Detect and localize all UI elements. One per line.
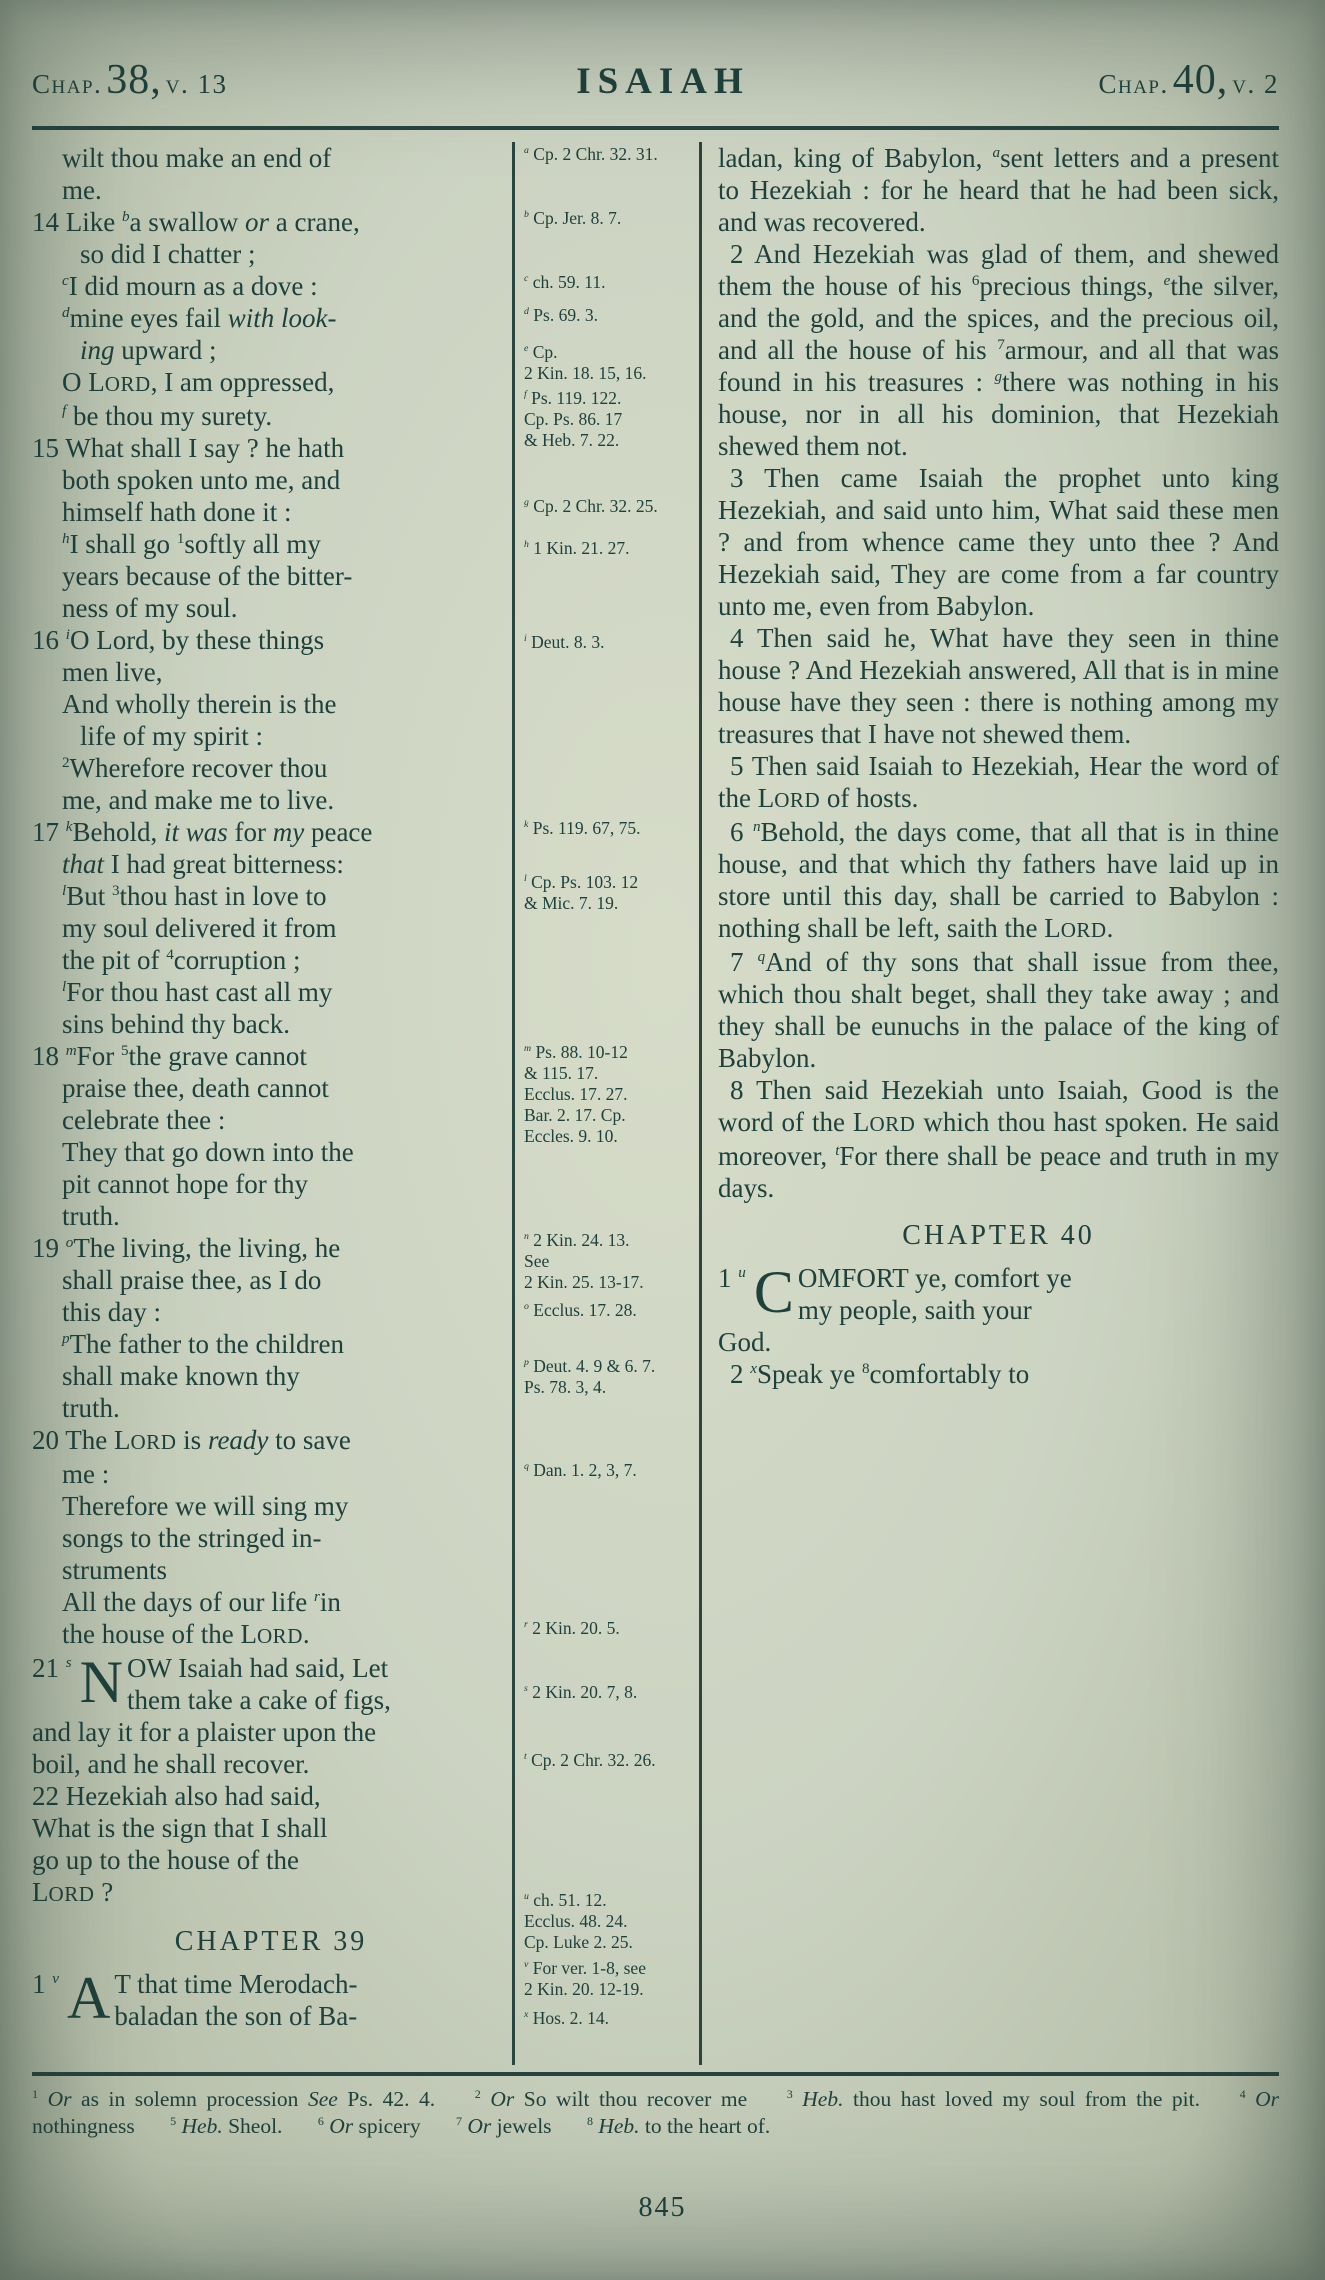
header-right-verse: v. 2 xyxy=(1232,69,1279,99)
verse-line: 19 $^o$The living, the living, he xyxy=(32,1233,341,1263)
cross-reference: $^a$ Cp. 2 Chr. 32. 31. xyxy=(524,144,658,164)
verse-line: praise thee, death cannot xyxy=(62,1073,329,1103)
chapter-heading: CHAPTER 39 xyxy=(174,1926,368,1957)
verse-line: $^l$For thou hast cast all my xyxy=(62,977,333,1007)
dropcap-letter: C xyxy=(753,1259,794,1325)
verse-line: celebrate thee : xyxy=(62,1105,226,1135)
verse-line: ness of my soul. xyxy=(62,593,238,623)
cross-reference: $^s$ 2 Kin. 20. 7, 8. xyxy=(524,1682,638,1702)
cross-reference: $^b$ Cp. Jer. 8. 7. xyxy=(524,208,622,228)
cross-reference: $^c$ ch. 59. 11. xyxy=(524,272,606,292)
cross-reference: $^r$ 2 Kin. 20. 5. xyxy=(524,1618,620,1638)
verse-line: struments xyxy=(62,1555,167,1585)
verse-line: 15 What shall I say ? he hath xyxy=(32,433,345,463)
verse-line: boil, and he shall recover. xyxy=(32,1749,310,1779)
verse-line: shall make known thy xyxy=(62,1361,300,1391)
right-text-column xyxy=(704,142,1279,2065)
verse-line: me : xyxy=(62,1459,110,1489)
verse-line: men live, xyxy=(62,657,163,687)
verse-line: $^l$But $^3$thou hast in love to xyxy=(62,881,327,911)
verse-line: LORD ? xyxy=(32,1877,114,1907)
verse-line: 20 The LORD is ready to save xyxy=(32,1425,351,1455)
verse-paragraph: 6 $^n$Behold, the days come, that all that is in thine house, and that which thy fathers have laid up in store until this day, shall be carried to Babylon : nothing shall be left, saith the LORD. xyxy=(718,817,1279,943)
verse-line: my people, saith your xyxy=(797,1295,1032,1325)
dropcap-letter: A xyxy=(66,1965,111,2031)
verse-line: And wholly therein is the xyxy=(62,689,337,719)
header-left-verse: v. 13 xyxy=(165,69,228,99)
footnote: $^3$ Heb. thou hast loved my soul from the pit. xyxy=(786,2086,1200,2111)
verse-line: ing upward ; xyxy=(80,335,217,365)
header-left-number: 38, xyxy=(106,57,162,103)
header-chapter-left xyxy=(32,56,228,104)
footnote: $^4$ Or nothingness xyxy=(32,2086,1280,2138)
cross-reference: $^u$ ch. 51. 12. Ecclus. 48. 24. Cp. Luke 2. 25. xyxy=(524,1890,633,1952)
verse-line: 17 $^k$Behold, it was for my peace xyxy=(32,817,373,847)
cross-reference: $^p$ Deut. 4. 9 & 6. 7. Ps. 78. 3, 4. xyxy=(524,1356,656,1397)
page-header xyxy=(32,56,1279,104)
chapter-heading: CHAPTER 40 xyxy=(902,1220,1095,1251)
verse-paragraph: 5 Then said Isaiah to Hezekiah, Hear the word of the LORD of hosts. xyxy=(718,751,1279,813)
verse-line: himself hath done it : xyxy=(62,497,292,527)
verse-line: God. xyxy=(718,1327,772,1357)
verse-line: me. xyxy=(62,175,102,205)
verse-number: 21 $^s$ xyxy=(32,1653,72,1683)
footnote: $^1$ Or as in solemn procession See Ps. 42. 4. xyxy=(32,2086,436,2111)
cross-reference: $^e$ Cp. 2 Kin. 18. 15, 16. xyxy=(524,342,647,383)
verse-line: shall praise thee, as I do xyxy=(62,1265,322,1295)
verse-line: that I had great bitterness: xyxy=(62,849,344,879)
verse-line: $^h$I shall go $^1$softly all my xyxy=(62,529,321,559)
verse-number: 1 $^u$ xyxy=(718,1263,746,1293)
verse-line: songs to the stringed in- xyxy=(62,1523,322,1553)
footnotes-block xyxy=(32,2072,1279,2140)
verse-line: All the days of our life $^r$in xyxy=(62,1587,341,1617)
verse-line: them take a cake of figs, xyxy=(126,1685,391,1715)
verse-line: What is the sign that I shall xyxy=(32,1813,328,1843)
header-right-prefix: Chap. xyxy=(1098,69,1169,99)
cross-reference: $^m$ Ps. 88. 10-12 & 115. 17. Ecclus. 17. 27. Bar. 2. 17. Cp. Eccles. 9. 10. xyxy=(524,1042,628,1146)
verse-line: baladan the son of Ba- xyxy=(114,2001,358,2031)
header-chapter-right xyxy=(1098,56,1279,104)
page-content xyxy=(32,142,1279,2065)
verse-paragraph: 2 And Hezekiah was glad of them, and shewed them the house of his $^6$precious things, $^e$the silver, and the gold, and the spices, and the precious oil, and all the house of his $^7$armour, and all that was found in his treasures : $^g$there was nothing in his house, nor in all his dominion, that Hezekiah shewed them not. xyxy=(718,239,1280,461)
page-number: 845 xyxy=(638,2192,687,2223)
verse-paragraph: 3 Then came Isaiah the prophet unto king Hezekiah, and said unto him, What said these men ? and from whence came they unto thee ? And Hezekiah said, They are come from a far country unto me, even from Babylon. xyxy=(718,463,1279,621)
verse-line: my soul delivered it from xyxy=(62,913,337,943)
cross-reference: $^d$ Ps. 69. 3. xyxy=(524,305,598,325)
verse-paragraph: 2 $^x$Speak ye $^8$comfortably to xyxy=(730,1359,1030,1389)
verse-paragraph: 4 Then said he, What have they seen in thine house ? And Hezekiah answered, All that is in mine house have they seen : there is nothing among my treasures that I have not shewed them. xyxy=(718,623,1279,749)
cross-reference: $^x$ Hos. 2. 14. xyxy=(524,2008,610,2028)
verse-line: years because of the bitter- xyxy=(62,561,353,591)
verse-line: $^p$The father to the children xyxy=(62,1329,344,1359)
dropcap-letter: N xyxy=(79,1649,123,1715)
verse-line: life of my spirit : xyxy=(80,721,263,751)
cross-reference: $^q$ Dan. 1. 2, 3, 7. xyxy=(524,1460,637,1480)
verse-line: go up to the house of the xyxy=(32,1845,299,1875)
verse-line: They that go down into the xyxy=(62,1137,354,1167)
verse-line: and lay it for a plaister upon the xyxy=(32,1717,377,1747)
verse-line: truth. xyxy=(62,1393,120,1423)
verse-line: me, and make me to live. xyxy=(62,785,335,815)
cross-reference: $^g$ Cp. 2 Chr. 32. 25. xyxy=(524,496,658,516)
verse-line: 16 $^i$O Lord, by these things xyxy=(32,625,325,655)
verse-line: wilt thou make an end of xyxy=(62,143,332,173)
footnote: $^7$ Or jewels xyxy=(455,2113,552,2138)
cross-reference: $^v$ For ver. 1-8, see 2 Kin. 20. 12-19. xyxy=(524,1958,646,1999)
book-title: ISAIAH xyxy=(576,61,750,102)
verse-line: the house of the LORD. xyxy=(62,1619,310,1649)
verse-number: 1 $^v$ xyxy=(32,1969,59,1999)
verse-line: 22 Hezekiah also had said, xyxy=(32,1781,321,1811)
footnote: $^8$ Heb. to the heart of. xyxy=(586,2113,771,2138)
cross-reference: $^t$ Cp. 2 Chr. 32. 26. xyxy=(524,1750,656,1770)
verse-line: 14 Like $^b$a swallow or a crane, xyxy=(32,207,360,237)
verse-paragraph: 7 $^q$And of thy sons that shall issue from thee, which thou shalt beget, shall they take away ; and they shall be eunuchs in the palace of the king of Babylon. xyxy=(718,947,1279,1073)
verse-line: so did I chatter ; xyxy=(80,239,256,269)
verse-line: $^c$I did mourn as a dove : xyxy=(62,271,318,301)
cross-reference: $^k$ Ps. 119. 67, 75. xyxy=(524,818,641,838)
verse-line: Therefore we will sing my xyxy=(62,1491,349,1521)
verse-line: truth. xyxy=(62,1201,120,1231)
verse-line: 1 $^u$ C OMFORT ye, comfort ye xyxy=(718,1259,1072,1325)
header-left-prefix: Chap. xyxy=(32,69,103,99)
cross-reference: $^n$ 2 Kin. 24. 13. See 2 Kin. 25. 13-17. xyxy=(524,1230,644,1292)
verse-line: $^f$ be thou my surety. xyxy=(62,401,273,431)
verse-line: 21 $^s$ N OW Isaiah had said, Let xyxy=(32,1649,389,1715)
cross-reference-column xyxy=(512,142,702,2065)
verse-line: $^d$mine eyes fail with look- xyxy=(62,303,337,333)
verse-line: 18 $^m$For $^5$the grave cannot xyxy=(32,1041,307,1071)
verse-line: this day : xyxy=(62,1297,161,1327)
verse-line: both spoken unto me, and xyxy=(62,465,341,495)
header-right-number: 40, xyxy=(1172,57,1229,103)
verse-line: O LORD, I am oppressed, xyxy=(62,367,335,397)
cross-reference: $^o$ Ecclus. 17. 28. xyxy=(524,1300,637,1320)
verse-line: the pit of $^4$corruption ; xyxy=(62,945,301,975)
footnote: $^6$ Or spicery xyxy=(317,2113,421,2138)
footnote: $^2$ Or So wilt thou recover me xyxy=(474,2086,748,2111)
footnote: $^5$ Heb. Sheol. xyxy=(170,2113,283,2138)
header-rule xyxy=(32,126,1279,130)
verse-line: 1 $^v$ A T that time Merodach- xyxy=(32,1965,358,2031)
left-text-column xyxy=(32,142,510,2065)
cross-reference: $^h$ 1 Kin. 21. 27. xyxy=(524,538,630,558)
verse-line: sins behind thy back. xyxy=(62,1009,290,1039)
cross-reference: $^i$ Deut. 8. 3. xyxy=(524,632,605,652)
verse-line: pit cannot hope for thy xyxy=(62,1169,308,1199)
cross-reference: $^l$ Cp. Ps. 103. 12 & Mic. 7. 19. xyxy=(524,872,639,913)
cross-reference: $^f$ Ps. 119. 122. Cp. Ps. 86. 17 & Heb. 7. 22. xyxy=(524,388,623,450)
verse-paragraph: ladan, king of Babylon, $^a$sent letters and a present to Hezekiah : for he heard that he had been sick, and was recovered. xyxy=(718,143,1279,237)
verse-line: $^2$Wherefore recover thou xyxy=(62,753,328,783)
verse-paragraph: 8 Then said Hezekiah unto Isaiah, Good is the word of the LORD which thou hast spoken. He said moreover, $^t$For there shall be peace and truth in my days. xyxy=(718,1075,1279,1203)
